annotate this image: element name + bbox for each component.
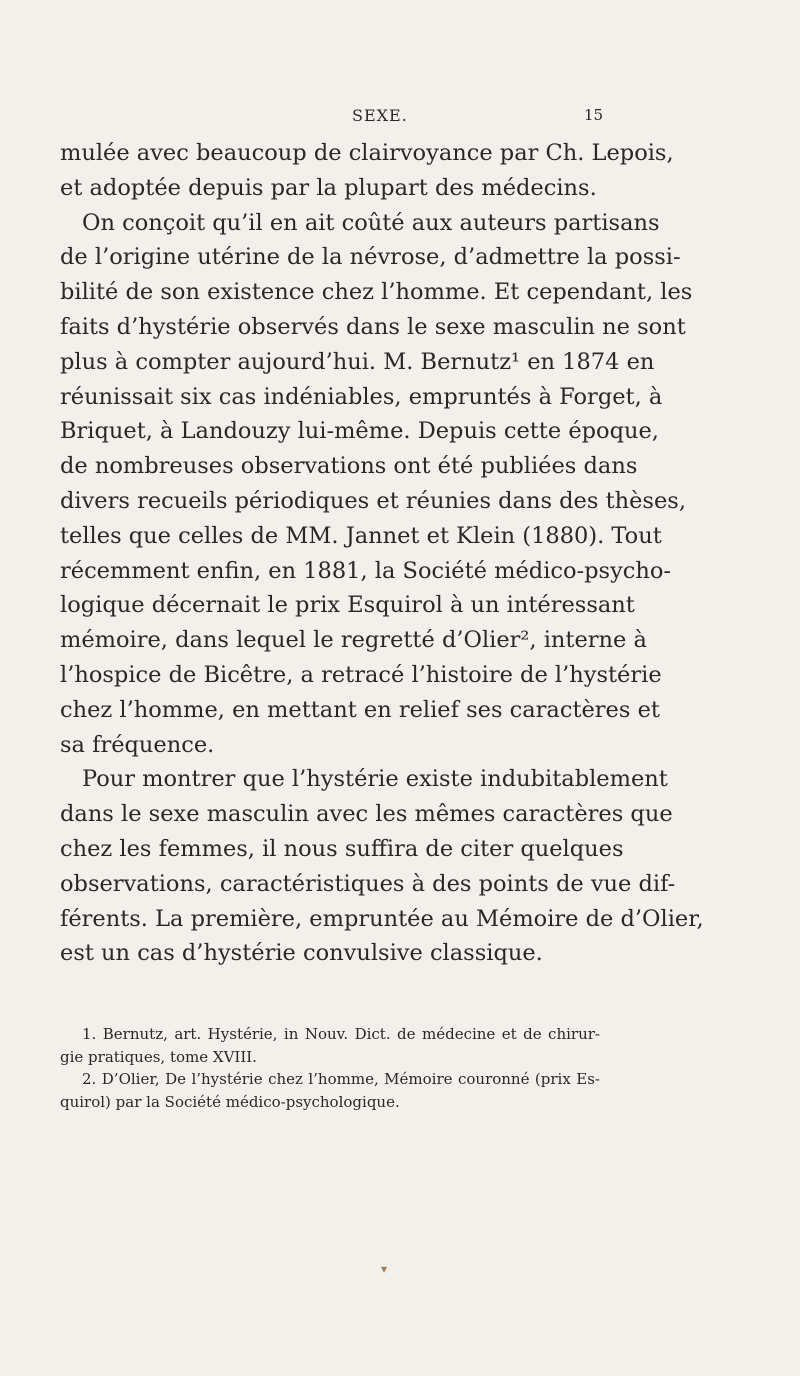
ink-spot: ▾ [381, 1262, 388, 1276]
body-text [60, 136, 704, 971]
footnote-line: 2. D’Olier, De l’hystérie chez l’homme, Mémoire couronné (prix Es- [82, 1070, 600, 1088]
text-line: mémoire, dans lequel le regretté d’Olier², interne à [60, 627, 647, 654]
text-line: On conçoit qu’il en ait coûté aux auteurs partisans [82, 209, 660, 236]
text-line: telles que celles de MM. Jannet et Klein (1880). Tout [60, 522, 662, 549]
footnote-line: quirol) par la Société médico-psychologique. [60, 1092, 400, 1111]
text-line: de l’origine utérine de la névrose, d’admettre la possi- [60, 244, 681, 271]
text-line: Pour montrer que l’hystérie existe indubitablement [82, 766, 668, 793]
text-line: faits d’hystérie observés dans le sexe masculin ne sont [60, 313, 686, 340]
text-line: dans le sexe masculin avec les mêmes caractères que [60, 801, 673, 828]
text-line: est un cas d’hystérie convulsive classique. [60, 940, 543, 967]
text-line: l’hospice de Bicêtre, a retracé l’histoire de l’hystérie [60, 661, 662, 688]
text-line: observations, caractéristiques à des points de vue dif- [60, 870, 676, 897]
text-line: sa fréquence. [60, 731, 215, 758]
text-line: plus à compter aujourd’hui. M. Bernutz¹ en 1874 en [60, 348, 655, 375]
text-line: chez les femmes, il nous suffira de citer quelques [60, 835, 624, 862]
text-line: divers recueils périodiques et réunies dans des thèses, [60, 487, 686, 514]
text-line: de nombreuses observations ont été publiées dans [60, 453, 638, 480]
text-line: férents. La première, empruntée au Mémoire de d’Olier, [60, 905, 704, 932]
text-line: Briquet, à Landouzy lui-même. Depuis cette époque, [60, 418, 659, 445]
text-line: bilité de son existence chez l’homme. Et cependant, les [60, 279, 693, 306]
page-header [0, 102, 800, 132]
footnotes [60, 1023, 600, 1113]
text-line: et adoptée depuis par la plupart des médecins. [60, 174, 597, 201]
footnote-line: gie pratiques, tome XVIII. [60, 1047, 257, 1066]
text-line: chez l’homme, en mettant en relief ses caractères et [60, 696, 660, 723]
text-line: logique décernait le prix Esquirol à un intéressant [60, 592, 635, 619]
text-line: récemment enfin, en 1881, la Société médico-psycho- [60, 557, 672, 584]
text-line: réunissait six cas indéniables, empruntés à Forget, à [60, 383, 663, 410]
running-title: SEXE. [352, 106, 408, 125]
footnote-line: 1. Bernutz, art. Hystérie, in Nouv. Dict. de médecine et de chirur- [82, 1025, 600, 1043]
text-line: mulée avec beaucoup de clairvoyance par Ch. Lepois, [60, 140, 674, 166]
page-number: 15 [584, 106, 604, 124]
